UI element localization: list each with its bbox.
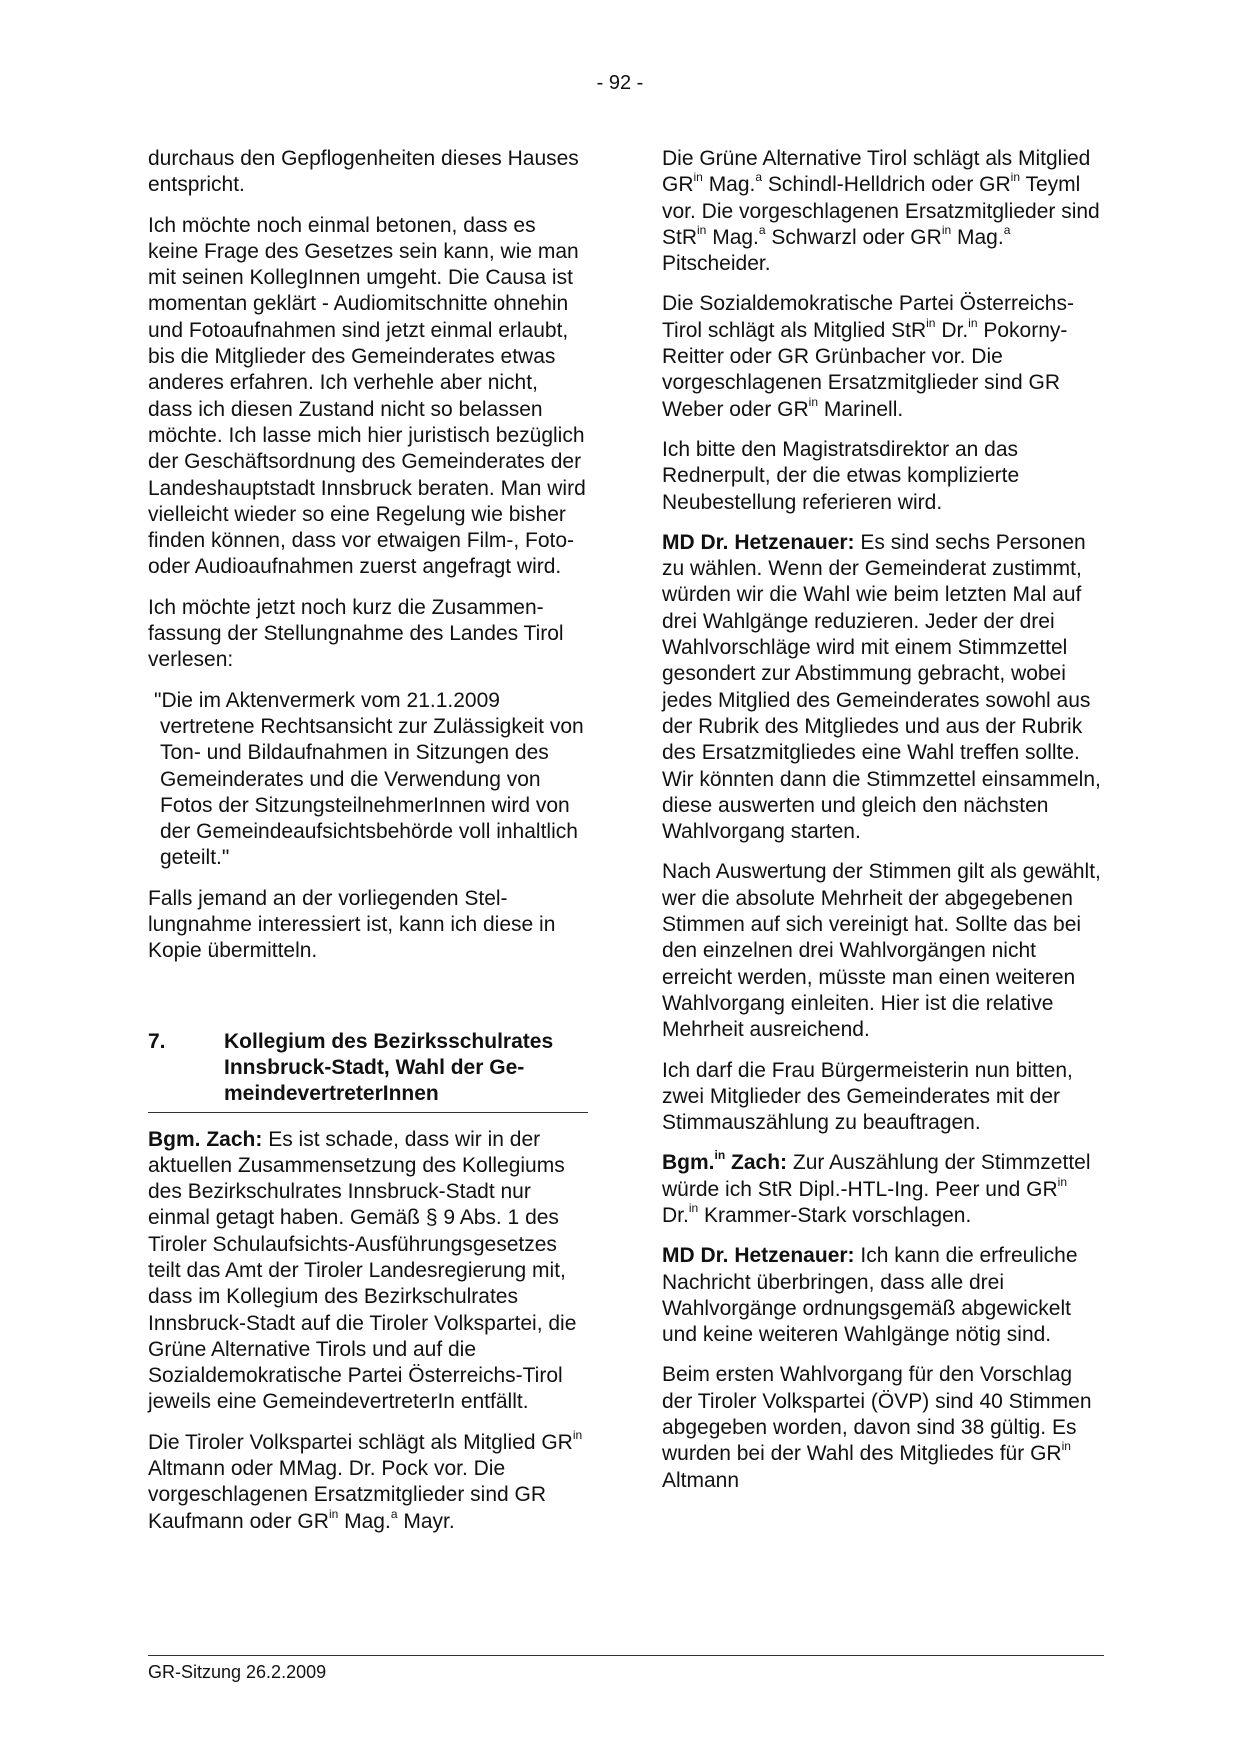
paragraph-first-vote [662,1362,1102,1493]
superscript: in [328,1506,339,1521]
paragraph: Ich möchte noch einmal betonen, dass es keine Frage des Gesetzes sein kann, wie man mit seinen KollegInnen umgeht. Die Causa ist momentan geklärt - Audiomitschnitte ohnehin und Fotoaufnahmen sind jetzt einmal erlaubt, bis die Mitglieder des Gemeinderates etwas anderes erfahren. Ich verhehle aber nicht, dass ich diesen Zustand nicht so belassen möchte. Ich lasse mich hier juristisch bezüglich der Geschäftsordnung des Gemeinderates der Landeshauptstadt Innsbruck beraten. Man wird vielleicht wieder so eine Regelung wie bisher finden können, dass vor etwaigen Film-, Foto- oder Audioaufnahmen zuerst angefragt wird. [148,213,586,579]
text-run: Die Grüne Alternative Tirol schlägt als Mitglied GR [662,147,1091,197]
paragraph: Falls jemand an der vorliegenden Stellungnahme interessiert ist, kann ich diese in Kopie übermitteln. [148,886,556,963]
text-run: Mag. [712,225,759,249]
superscript: in [941,222,952,237]
text-run: Marinell. [823,397,904,421]
speaker-label: MD Dr. Hetzenauer: [662,530,855,554]
footer-text: GR-Sitzung 26.2.2009 [148,1662,327,1682]
text-run: Mag. [344,1509,391,1533]
text-run: Schindl-Helldrich oder GR [767,173,1011,197]
text-run: Zur Auszählung der Stimmzettel würde ich StR Dipl.-HTL-Ing. Peer und GR [662,1151,1091,1201]
text-run: Pitscheider. [662,252,771,276]
superscript: in [688,1200,699,1215]
paragraph: Ich bitte den Magistratsdirektor an das Rednerpult, der die etwas komplizierte Neubestellung referieren wird. [662,437,1020,514]
superscript: in [697,222,707,237]
superscript: in [968,315,978,330]
speech-text: Es sind sechs Personen zu wählen. Wenn der Gemeinderat zustimmt, würden wir die Wahl wie beim letzten Mal auf drei Wahlgänge reduzieren. Jeder der drei Wahlvorschläge wird mit einem Stimmzettel gesondert zur Abstimmung gebracht, wobei jedes Mitglied des Gemeinderates sowohl aus der Rubrik des Mitgliedes und aus der Rubrik des Ersatzmitgliedes eine Wahl treffen sollte. Wir könnten dann die Stimmzettel einsammeln, diese auswerten und gleich den nächsten Wahlvorgang starten. [662,530,1101,844]
paragraph-vp-proposal [148,1427,588,1535]
paragraph: Nach Auswertung der Stimmen gilt als gewählt, wer die absolute Mehrheit der abgegebenen Stimmen auf sich vereinigt hat. Sollte das bei den einzelnen drei Wahlvorgängen nicht erreicht werden, müsste man einen weiteren Wahlvorgang einleiten. Hier ist die relative Mehrheit ausreichend. [662,860,1101,1042]
section-number: 7. [148,1029,166,1053]
paragraph-greens-proposal [662,146,1102,277]
superscript: a [1003,222,1011,237]
footer-divider [148,1655,1104,1656]
superscript: in [714,1148,726,1163]
left-column [148,146,588,1549]
text-run: Mayr. [403,1509,455,1533]
text-run: Beim ersten Wahlvorgang für den Vorschlag der Tiroler Volkspartei (ÖVP) sind 40 Stimmen abgegeben worden, davon sind 38 gültig. Es wurden bei der Wahl des Mitgliedes für GR [662,1363,1092,1466]
section-title: Kollegium des Bezirksschulrates Innsbruck-Stadt, Wahl der GemeindevertreterInnen [224,1029,554,1106]
superscript: in [926,315,936,330]
speaker-label: Bgm. Zach: [148,1127,263,1151]
text-run: Dr. [662,1203,689,1227]
superscript: in [693,170,703,185]
text-run: Zach: [731,1151,788,1175]
superscript: in [808,394,819,409]
superscript: a [390,1506,398,1521]
text-run: Dr. [941,318,969,342]
quote-first-line: "Die im Aktenvermerk vom 21.1.2009 [154,688,500,712]
superscript: in [1010,170,1021,185]
section-heading [148,1029,588,1113]
text-run: Mag. [957,225,1004,249]
text-run: Die Sozialdemokratische Partei Österreichs-Tirol schlägt als Mitglied StR [662,292,1074,342]
superscript: in [572,1427,583,1442]
superscript: in [1057,1174,1067,1189]
speaker-label: MD Dr. Hetzenauer: [662,1244,855,1268]
superscript: a [755,170,763,185]
speech-text: Es ist schade, dass wir in der aktuellen Zusammensetzung des Kollegiums des Bezirkschulrates Innsbruck-Stadt nur einmal getagt haben. Gemäß § 9 Abs. 1 des Tiroler Schulaufsichts-Ausführungsgesetzes teilt das Amt der Tiroler Landesregierung mit, dass im Kollegium des Bezirkschulrates Innsbruck-Stadt auf die Tiroler Volkspartei, die Grüne Alternative Tirols und auf die Sozialdemokratische Partei Österreichs-Tirol jeweils eine GemeindevertreterIn entfällt. [148,1127,577,1414]
speech-bgm-zach [148,1127,588,1416]
text-run: Schwarzl oder GR [771,225,942,249]
speaker-label [662,1148,788,1175]
speech-bgm-zach-2 [662,1150,1102,1229]
paragraph: Ich möchte jetzt noch kurz die Zusammenfassung der Stellungnahme des Landes Tirol verlesen: [148,595,564,672]
superscript: a [758,222,766,237]
paragraph: durchaus den Gepflogenheiten dieses Hauses entspricht. [148,147,579,197]
text-run: Bgm. [662,1151,715,1175]
superscript: in [1061,1439,1071,1454]
text-run: Mag. [708,173,756,197]
text-run: Die Tiroler Volkspartei schlägt als Mitglied GR [148,1430,573,1454]
page-number: - 92 - [596,72,644,94]
speech-md-hetzenauer [662,530,1102,846]
text-run: Altmann oder MMag. Dr. Pock vor. Die vorgeschlagenen Ersatzmitglieder sind GR Kaufmann oder GR [148,1457,547,1533]
text-run: Teyml vor. Die vorgeschlagenen Ersatzmitglieder sind StR [662,173,1100,249]
quote-body: vertretene Rechtsansicht zur Zulässigkeit von Ton- und Bildaufnahmen in Sitzungen des Gemeinderates und die Verwendung von Fotos der SitzungsteilnehmerInnen wird von der Gemeindeaufsichtsbehörde voll inhaltlich geteilt." [160,714,584,870]
paragraph: Ich darf die Frau Bürgermeisterin nun bitten, zwei Mitglieder des Gemeinderates mit der Stimmauszählung zu beauftragen. [662,1058,1073,1135]
text-run: Altmann [662,1468,740,1492]
paragraph-spoe-proposal [662,291,1102,422]
quotation [148,688,588,872]
speech-md-hetzenauer-2 [662,1243,1102,1348]
text-run: Pokorny-Reitter oder GR Grünbacher vor. Die vorgeschlagenen Ersatzmitglieder sind GR Weber oder GR [662,318,1068,421]
speech-text: Ich kann die erfreuliche Nachricht überbringen, dass alle drei Wahlvorgänge ordnungsgemäß abgewickelt und keine weiteren Wahlgänge nötig sind. [662,1244,1078,1347]
text-run: Krammer-Stark vorschlagen. [704,1203,972,1227]
right-column [662,146,1102,1508]
